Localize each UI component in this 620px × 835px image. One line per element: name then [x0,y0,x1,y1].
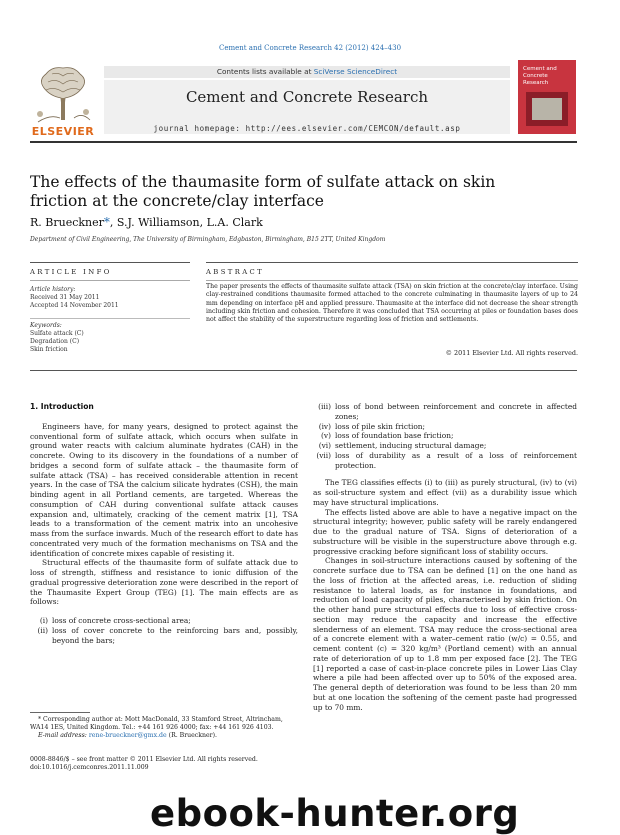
article-info-label: ARTICLE INFO [30,268,112,276]
section-heading-introduction: 1. Introduction [30,402,94,411]
footnote-rule [30,712,90,713]
journal-cover-thumbnail [518,60,576,134]
received-date: Received 31 May 2011 [30,294,100,301]
article-history [30,286,190,310]
list-item [313,451,577,471]
list-number: (iv) [318,421,331,431]
issn-block [30,756,330,772]
list-number: (iii) [318,402,331,411]
email-suffix: (R. Brueckner). [166,732,218,739]
issn-line: 0008-8846/$ – see front matter © 2011 Elsevier Ltd. All rights reserved. [30,756,258,763]
list-text: loss of bond between reinforcement and concrete in affected zones; [335,402,577,421]
list-text: loss of durability as a result of a loss of reinforcement protection. [335,450,577,470]
email-line [30,732,298,740]
corresponding-note: * Corresponding author at: Mott MacDonald, 33 Stamford Street, Altrincham, WA14 1ES, United Kingdom. Tel.: +44 161 926 4000; fax: +44 161 926 4103. [30,716,283,731]
list-text: settlement, inducing structural damage; [335,441,487,450]
body-paragraph: The TEG classifies effects (i) to (iii) as purely structural, (iv) to (vi) as soil-structure system and effect (vii) as a durability issue which may have structural implications. [313,478,577,507]
footnote-corresponding [30,716,298,740]
doi-line[interactable]: doi:10.1016/j.cemconres.2011.11.009 [30,764,149,771]
abstract-text: The paper presents the effects of thaumasite sulfate attack (TSA) on skin friction at the concrete/clay interface. Using clay-restrained conditions thaumasite formed attached to the concrete culminating in thaumasite layers of up to 24 mm depending on interface pH and applied pressure. Thaumasite at the interface did not decrease the shear strength including skin friction and cohesion. Therefore it was concluded that TSA occurring at piles or foundation bases does not affect the stability of the superstructure regarding loss of friction and settlements. [206,283,578,324]
keyword-item: Sulfate attack (C) [30,330,84,337]
intro-paragraph: Structural effects of the thaumasite form of sulfate attack due to loss of strength, stiffness and resistance to ionic diffusion of the gradual progressive deterioration zone were described in the report of the Thaumasite Expert Group (TEG) [1]. The main effects are as follows: [30,558,298,607]
list-item [30,616,298,626]
contents-line [104,66,510,78]
history-rule [30,318,190,319]
author-list [30,215,263,229]
citation-header[interactable]: Cement and Concrete Research 42 (2012) 424–430 [218,44,402,52]
list-item [313,422,577,432]
list-number: (vii) [316,450,331,460]
keyword-item: Skin friction [30,346,68,353]
email-link[interactable]: rene-brueckner@gmx.de [88,732,167,739]
body-paragraph: Changes in soil-structure interactions caused by softening of the concrete surface due to TSA can be defined [1] on the one hand as the loss of friction at the affected areas, i.e. reduction of sliding resistance to lateral loads, as for instance in foundations, and reduction of load capacity of piles, characterised by skin friction. On the other hand pure structural effects due to loss of effective cross-section may reduce the capacity and increase the effective slenderness of an element. TSA may reduce the cross-sectional area of a concrete element with a water–cement ratio (w/c) = 0.55, and cement content (c) = 320 kg/m³ (Portland cement) with an annual rate of deterioration of up to 1.8 mm per exposed face [2]. The TEG [1] reported a case of cast-in-place concrete piles in Lower Lias Clay where a pile had been affected over up to 50% of the exposed area. The general depth of deterioration was found to be less than 20 mm but at one location the softening of the cement paste had progressed up to 70 mm. [313,556,577,712]
left-column [30,402,298,645]
list-number: (vi) [318,441,331,450]
article-title: The effects of the thaumasite form of sulfate attack on skin friction at the concrete/clay interface [30,173,496,210]
keywords-label: Keywords: [30,322,62,329]
list-text: loss of cover concrete to the reinforcing bars and, possibly, beyond the bars; [52,625,298,645]
right-column [313,402,577,712]
cover-title: Cement and Concrete Research [523,66,557,86]
history-label: Article history: [30,286,76,293]
journal-homepage[interactable]: journal homepage: http://ees.elsevier.com/CEMCON/default.asp [153,124,461,133]
keywords-block [30,322,190,354]
list-number: (v) [321,431,331,441]
sciencedirect-link[interactable]: SciVerse ScienceDirect [313,67,398,76]
first-author: R. Brueckner [30,216,104,229]
other-authors: , S.J. Williamson, L.A. Clark [109,216,263,229]
list-item [30,626,298,646]
list-item [313,441,577,451]
list-number: (i) [39,616,48,625]
header-rule [30,141,577,143]
cover-image [526,92,568,126]
article-info-inner-rule [30,280,190,281]
keyword-item: Degradation (C) [30,338,80,345]
list-text: loss of foundation base friction; [335,431,454,441]
article-info-top-rule [30,262,190,263]
abstract-label: ABSTRACT [206,268,265,276]
list-item [313,402,577,422]
effects-list-right [313,402,577,470]
abstract-inner-rule [206,280,578,281]
body-paragraph: The effects listed above are able to have a negative impact on the structural integrity; however, public safety will be rarely endangered due to the gradual nature of TSA. Signs of deterioration of a substructure will be visible in the superstructure above through e.g. progressive cracking before significant loss of stability occurs. [313,507,577,556]
effects-list-left [30,616,298,645]
intro-paragraph: Engineers have, for many years, designed to protect against the conventional form of sulfate attack, which occurs when sulfate in ground water reacts with calcium aluminate hydrates (CAH) in the concrete. Owing to its discovery in the foundations of a number of bridges a second form of sulfate attack – the thaumasite form of sulfate attack (TSA) – has received considerable attention in recent years. In the case of TSA the calcium silicate hydrates (CSH), the main binding agent in all Portland cements, are targeted. Whereas the consumption of CAH during conventional sulfate attack causes expansion and, ultimately, cracking of the cement matrix [1], TSA leads to a transformation of the cement matrix into an uncohesive mass from the surface inwards. Much of the research effort to date has concentrated very much of the formation mechanisms on TSA and the identification of concrete mixes capable of resisting it. [30,421,298,558]
list-text: loss of pile skin friction; [335,421,426,431]
list-item [313,431,577,441]
watermark-text: ebook-hunter.org [150,792,520,835]
contents-prefix: Contents lists available at [216,67,314,76]
corresponding-author-mark[interactable]: * [103,215,110,229]
list-number: (ii) [37,625,48,635]
journal-name: Cement and Concrete Research [185,88,429,106]
elsevier-wordmark: ELSEVIER [31,125,95,138]
section-divider [30,370,577,371]
accepted-date: Accepted 14 November 2011 [30,302,119,309]
email-label: E-mail address: [38,732,89,739]
abstract-copyright: © 2011 Elsevier Ltd. All rights reserved. [445,349,578,357]
elsevier-tree-logo [30,62,96,134]
abstract-top-rule [206,262,578,263]
affiliation: Department of Civil Engineering, The University of Birmingham, Edgbaston, Birmingham, B15 2TT, United Kingdom [30,236,386,243]
list-text: loss of concrete cross-sectional area; [52,616,191,625]
